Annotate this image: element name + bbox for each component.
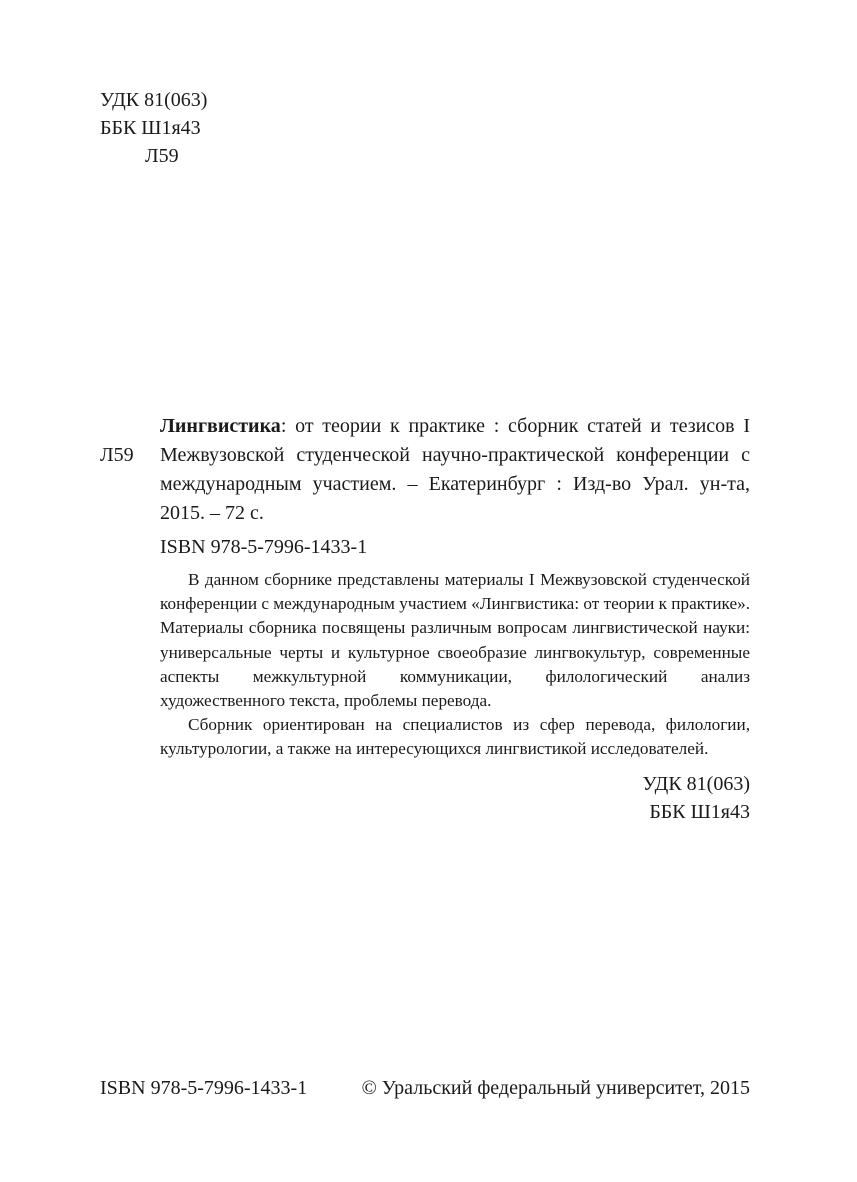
author-mark-left: Л59 bbox=[100, 444, 134, 466]
book-title: Лингвистика bbox=[160, 415, 281, 437]
annotation-paragraph: В данном сборнике представлены материалы I Межвузовской студенческой конференции с международным участием «Лингвистика: от теории к практике». Материалы сборника посвящены различным вопросам лингвистической науки: универсальные черты и культурное своеобразие лингвокультур, современные аспекты межкультурной коммуникации, филологический анализ художественного текста, проблемы перевода. bbox=[160, 570, 750, 711]
classification-codes-bottom bbox=[160, 770, 750, 826]
bbk-code: ББК Ш1я43 bbox=[649, 800, 750, 823]
udk-code: УДК 81(063) bbox=[100, 89, 208, 111]
bibliographic-record bbox=[160, 412, 750, 528]
footer bbox=[100, 1074, 750, 1102]
author-mark: Л59 bbox=[145, 145, 179, 167]
bibliographic-description: : от теории к практике : сборник статей и тезисов I Межвузовской студенческой научно-практической конференции с международным участием. – Екатеринбург : Изд-во Урал. ун-та, 2015. – 72 с. bbox=[160, 415, 750, 524]
copyright-notice: © Уральский федеральный университет, 2015 bbox=[361, 1077, 750, 1099]
classification-codes-top bbox=[100, 86, 207, 170]
udk-code: УДК 81(063) bbox=[642, 772, 750, 795]
bbk-code: ББК Ш1я43 bbox=[100, 117, 201, 139]
footer-isbn: ISBN 978-5-7996-1433-1 bbox=[100, 1077, 308, 1099]
isbn: ISBN 978-5-7996-1433-1 bbox=[160, 536, 368, 558]
annotation bbox=[160, 568, 750, 762]
bibliographic-block bbox=[160, 412, 750, 826]
annotation-paragraph: Сборник ориентирован на специалистов из сфер перевода, филологии, культурологии, а также на интересующихся лингвистикой исследователей. bbox=[160, 715, 750, 759]
